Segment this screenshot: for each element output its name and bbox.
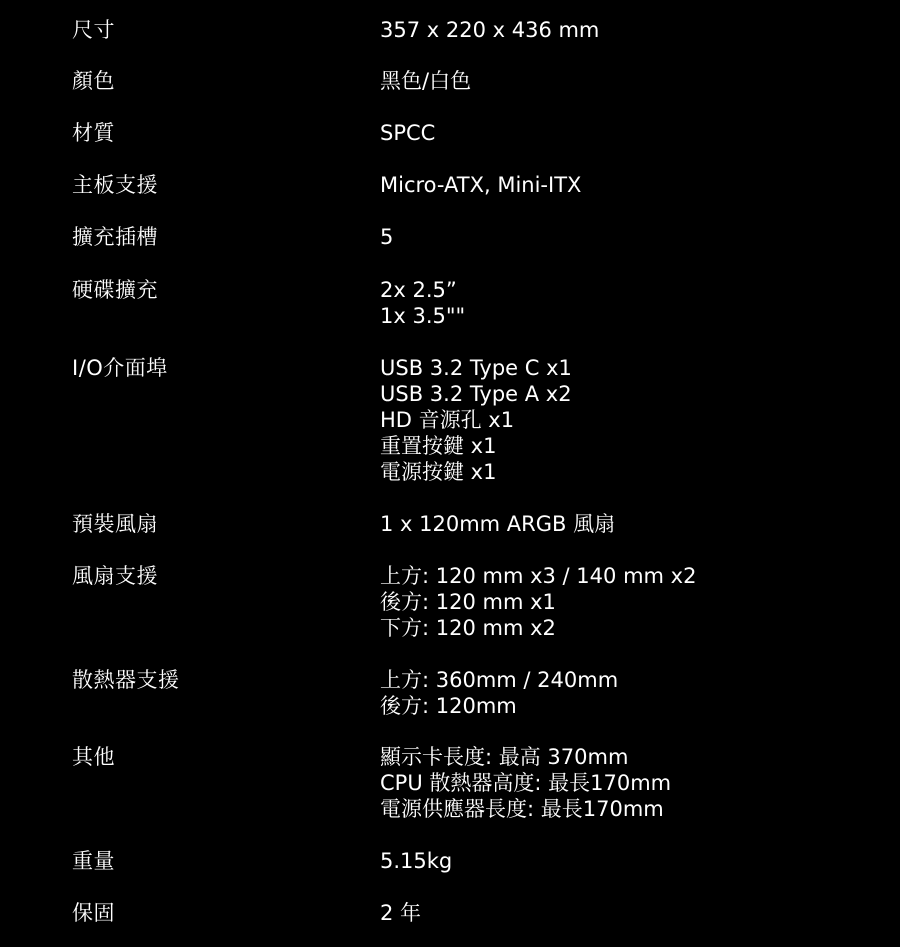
spec-label: 風扇支援: [72, 564, 158, 588]
spec-label: 尺寸: [72, 18, 115, 42]
spec-value-line: 電源供應器長度: 最長170mm: [380, 797, 664, 821]
spec-value-line: 2 年: [380, 901, 422, 925]
spec-label: 擴充插槽: [72, 225, 158, 249]
spec-label: 硬碟擴充: [72, 278, 158, 302]
spec-value: [380, 848, 452, 874]
spec-value: [380, 17, 599, 43]
spec-value-line: 黑色/白色: [380, 69, 472, 93]
spec-value: [380, 563, 696, 641]
spec-value: [380, 744, 671, 822]
spec-value: [380, 68, 471, 94]
spec-value-line: CPU 散熱器高度: 最長170mm: [380, 771, 672, 795]
spec-value-line: 後方: 120mm: [380, 694, 517, 718]
spec-label: 保固: [72, 901, 115, 925]
spec-value-line: 後方: 120 mm x1: [380, 590, 556, 614]
spec-value: [380, 120, 435, 146]
spec-label: 主板支援: [72, 173, 158, 197]
spec-value-line: 上方: 120 mm x3 / 140 mm x2: [380, 564, 697, 588]
spec-value: [380, 172, 581, 198]
spec-label: I/O介面埠: [72, 356, 168, 380]
spec-value-line: 1 x 120mm ARGB 風扇: [380, 512, 616, 536]
spec-value-line: USB 3.2 Type A x2: [380, 382, 572, 406]
spec-value-line: 5: [380, 225, 394, 249]
spec-label: 顏色: [72, 69, 115, 93]
spec-value-line: 357 x 220 x 436 mm: [380, 18, 600, 42]
spec-value-line: Micro-ATX, Mini-ITX: [380, 173, 582, 197]
spec-value-line: 顯示卡長度: 最高 370mm: [380, 745, 629, 769]
spec-label: 預裝風扇: [72, 512, 158, 536]
spec-value-line: 重置按鍵 x1: [380, 434, 497, 458]
spec-value-line: 上方: 360mm / 240mm: [380, 668, 619, 692]
spec-label: 材質: [72, 121, 115, 145]
spec-value-line: USB 3.2 Type C x1: [380, 356, 572, 380]
spec-value: [380, 900, 421, 926]
spec-label: 重量: [72, 849, 115, 873]
spec-label: 其他: [72, 745, 115, 769]
spec-value-line: 5.15kg: [380, 849, 453, 873]
spec-label: 散熱器支援: [72, 668, 180, 692]
spec-value: [380, 355, 572, 485]
spec-value-line: 1x 3.5"": [380, 304, 466, 328]
spec-value-line: HD 音源孔 x1: [380, 408, 515, 432]
spec-value-line: SPCC: [380, 121, 436, 145]
spec-value-line: 電源按鍵 x1: [380, 460, 497, 484]
spec-value: [380, 511, 615, 537]
spec-value-line: 2x 2.5”: [380, 278, 457, 302]
spec-value: [380, 667, 618, 719]
spec-value: [380, 277, 465, 329]
spec-value: [380, 224, 393, 250]
spec-value-line: 下方: 120 mm x2: [380, 616, 556, 640]
